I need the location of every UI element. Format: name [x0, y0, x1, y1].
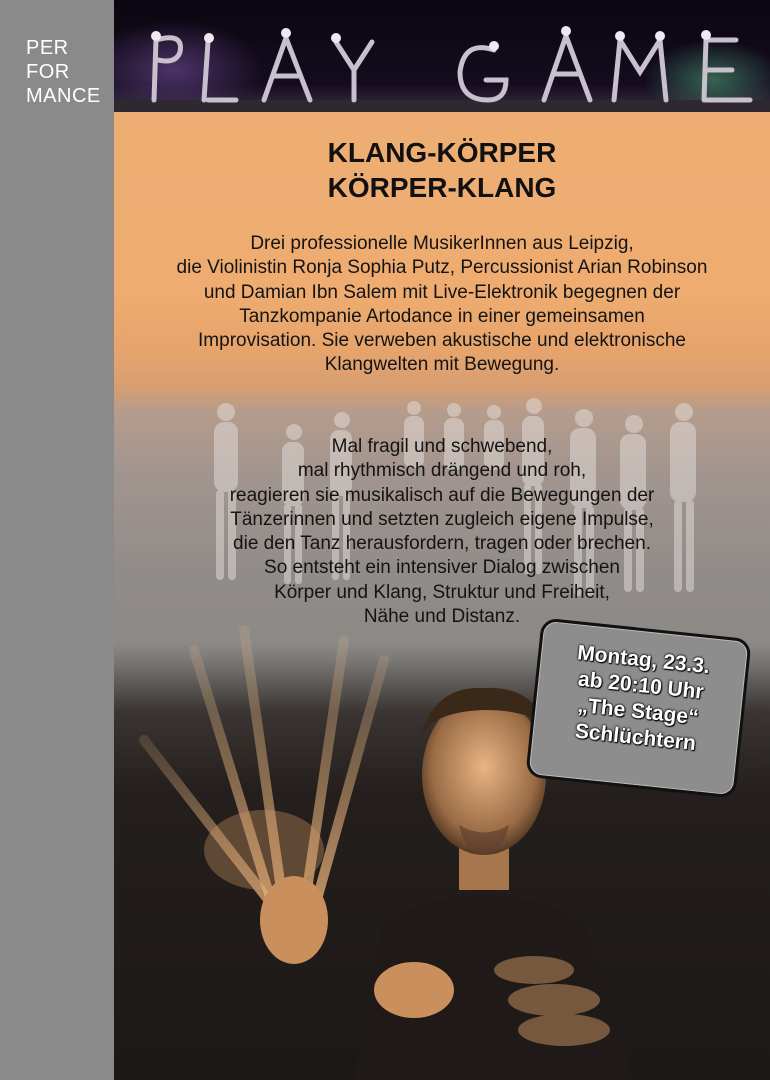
intro-paragraph: [114, 232, 770, 378]
paragraph-line: So entsteht ein intensiver Dialog zwischen: [264, 557, 620, 579]
headline-line: KÖRPER-KLANG: [327, 172, 557, 203]
event-city: Schlüchtern: [573, 719, 697, 756]
paragraph-line: die den Tanz herausfordern, tragen oder brechen.: [233, 533, 651, 555]
dancers-letters-illustration: [114, 0, 770, 112]
paragraph-line: Tanzkompanie Artodance in einer gemeinsamen: [239, 305, 645, 327]
paragraph-line: Körper und Klang, Struktur und Freiheit,: [274, 581, 610, 603]
event-date-badge: [525, 617, 752, 798]
headline: [114, 135, 770, 205]
paragraph-line: Improvisation. Sie verweben akustische und elektronische: [198, 330, 686, 352]
sidebar-bar: [0, 0, 114, 1080]
event-time: ab 20:10 Uhr: [576, 667, 705, 704]
paragraph-line: Mal fragil und schwebend,: [331, 436, 553, 457]
banner-photo: [114, 0, 770, 112]
performance-label: [26, 36, 101, 108]
paragraph-line: Nähe und Distanz.: [363, 606, 521, 628]
paragraph-line: mal rhythmisch drängend und roh,: [297, 460, 587, 482]
performance-label-line: MANCE: [26, 85, 101, 107]
performance-label-line: FOR: [26, 61, 70, 83]
paragraph-line: Klangwelten mit Bewegung.: [324, 354, 560, 376]
paragraph-line: und Damian Ibn Salem mit Live-Elektronik begegnen der: [203, 281, 681, 303]
paragraph-line: die Violinistin Ronja Sophia Putz, Percussionist Arian Robinson: [176, 257, 708, 279]
event-date: Montag, 23.3.: [576, 641, 711, 679]
paragraph-line: reagieren sie musikalisch auf die Bewegungen der: [229, 484, 655, 506]
event-venue: „The Stage“: [576, 693, 700, 730]
description-paragraph: [114, 435, 770, 629]
event-details: [532, 637, 747, 762]
paragraph-line: Tänzerinnen und setzten zugleich eigene Impulse,: [230, 508, 654, 530]
performance-label-line: PER: [26, 37, 69, 59]
paragraph-line: Drei professionelle MusikerInnen aus Leipzig,: [250, 233, 634, 254]
headline-line: KLANG-KÖRPER: [327, 137, 557, 168]
